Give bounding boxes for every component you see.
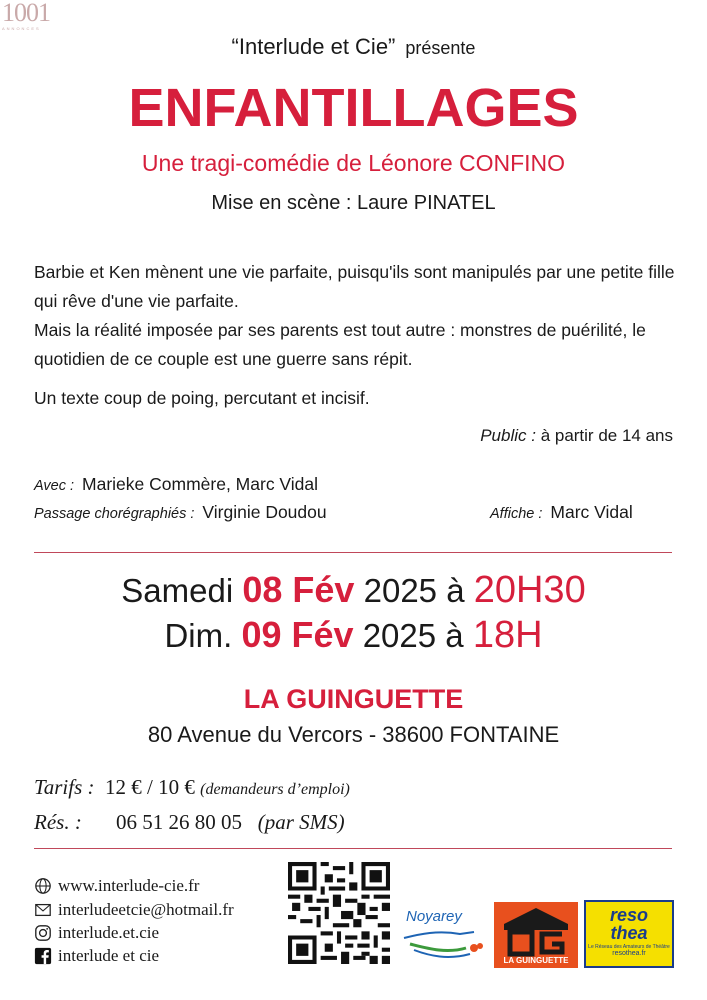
resothea-logo <box>584 900 674 968</box>
email-link[interactable]: interludeetcie@hotmail.fr <box>58 900 234 919</box>
cast-value: Marieke Commère, Marc Vidal <box>82 474 319 494</box>
corner-logo <box>2 0 64 30</box>
company-name: “Interlude et Cie” <box>231 34 396 59</box>
choreography-credit <box>34 502 327 523</box>
envelope-icon <box>34 901 52 919</box>
show-title: ENFANTILLAGES <box>128 78 579 138</box>
date-line-2 <box>0 615 707 656</box>
divider-bottom <box>34 848 672 849</box>
date1-date: 08 Fév <box>242 569 355 610</box>
choreography-label: Passage chorégraphiés : <box>34 506 195 522</box>
public-age <box>480 426 673 446</box>
pricing-note: (demandeurs d’emploi) <box>200 781 350 798</box>
poster-value: Marc Vidal <box>550 502 633 522</box>
reservation-phone[interactable]: 06 51 26 80 05 <box>116 810 242 834</box>
venue-name: LA GUINGUETTE <box>243 684 464 714</box>
show-subtitle: Une tragi-comédie de Léonore CONFINO <box>141 150 566 176</box>
public-value: à partir de 14 ans <box>540 426 673 445</box>
contact-website[interactable] <box>34 876 199 896</box>
date2-time: 18H <box>472 614 543 656</box>
corner-logo-caption: ANNONCES <box>2 26 41 31</box>
presenter-line <box>0 34 707 60</box>
facebook-link[interactable]: interlude et cie <box>58 946 160 965</box>
noyarey-logo <box>400 904 492 966</box>
reservation <box>34 810 345 835</box>
divider-top <box>34 552 672 553</box>
date1-time: 20H30 <box>473 569 586 611</box>
synopsis-p2: Mais la réalité imposée par ses parents est tout autre : monstres de puérilité, le quotidien de ce couple est une guerre sans répit. <box>34 320 646 369</box>
instagram-link[interactable]: interlude.et.cie <box>58 923 160 942</box>
poster-label: Affiche : <box>490 506 543 522</box>
cast-credit <box>34 474 318 495</box>
pricing <box>34 775 350 800</box>
date-line-1 <box>0 570 707 611</box>
guinguette-logo <box>494 902 578 968</box>
cast-label: Avec : <box>34 478 75 494</box>
pricing-label: Tarifs : <box>34 775 95 799</box>
resothea-url: resothea.fr <box>612 950 646 957</box>
resothea-tagline: Le Réseau des Amateurs de Théâtre <box>588 944 670 950</box>
noyarey-logo-text: Noyarey <box>406 908 462 925</box>
qr-code[interactable] <box>288 862 390 964</box>
public-label: Public : <box>480 426 536 445</box>
guinguette-logo-label: LA GUINGUETTE <box>503 956 569 965</box>
facebook-icon <box>34 947 52 965</box>
date1-day: Samedi <box>121 572 234 609</box>
venue-address: 80 Avenue du Vercors - 38600 FONTAINE <box>147 722 560 747</box>
date1-year: 2025 à <box>363 572 465 609</box>
presents-word: présente <box>405 38 476 58</box>
contact-instagram[interactable] <box>34 923 159 943</box>
date2-year: 2025 à <box>362 617 464 654</box>
date2-day: Dim. <box>164 617 233 654</box>
corner-logo-number: 1001 <box>2 0 50 27</box>
instagram-icon <box>34 924 52 942</box>
reservation-note: (par SMS) <box>257 810 345 834</box>
synopsis-p3: Un texte coup de poing, percutant et incisif. <box>34 388 370 408</box>
resothea-logo-line2: thea <box>610 923 648 943</box>
synopsis-p1: Barbie et Ken mènent une vie parfaite, puisqu'ils sont manipulés par une petite fille qui rêve d'une vie parfaite. <box>34 262 675 311</box>
director-line: Mise en scène : Laure PINATEL <box>211 192 496 214</box>
date2-date: 09 Fév <box>241 614 354 655</box>
contact-facebook[interactable] <box>34 946 159 966</box>
noyarey-landscape-icon <box>400 904 492 966</box>
website-link[interactable]: www.interlude-cie.fr <box>58 876 200 895</box>
poster-credit <box>490 502 633 523</box>
synopsis <box>34 258 679 413</box>
contact-email[interactable] <box>34 900 234 920</box>
globe-icon <box>34 877 52 895</box>
choreography-value: Virginie Doudou <box>202 502 327 522</box>
resothea-logo-line1: reso <box>609 905 649 925</box>
pricing-values: 12 € / 10 € <box>105 775 195 799</box>
reservation-label: Rés. : <box>34 810 82 834</box>
